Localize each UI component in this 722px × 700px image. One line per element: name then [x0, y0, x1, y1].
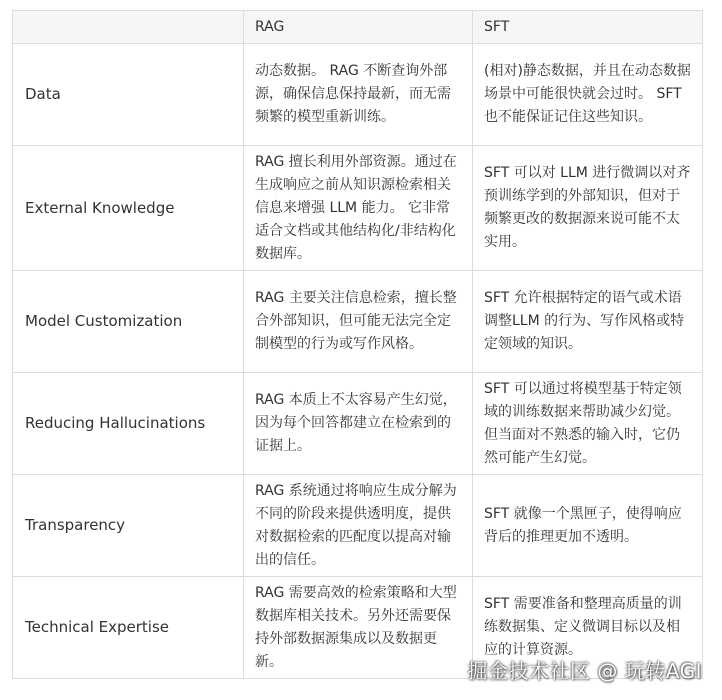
comparison-table-container [12, 10, 703, 679]
sft-cell: SFT 需要准备和整理高质量的训练数据集、定义微调目标以及相应的计算资源。 [473, 577, 703, 679]
sft-cell: SFT 可以通过将模型基于特定领域的训练数据来帮助减少幻觉。 但当面对不熟悉的输入时，它仍然可能产生幻觉。 [473, 373, 703, 475]
table-row-model-customization [13, 271, 703, 373]
row-feature-label: Reducing Hallucinations [13, 373, 244, 475]
header-rag: RAG [244, 11, 473, 44]
rag-cell: 动态数据。 RAG 不断查询外部源，确保信息保持最新，而无需频繁的模型重新训练。 [244, 44, 473, 146]
table-row-data [13, 44, 703, 146]
rag-vs-sft-table [12, 10, 703, 679]
row-feature-label: External Knowledge [13, 146, 244, 271]
sft-cell: SFT 允许根据特定的语气或术语调整LLM 的行为、写作风格或特定领域的知识。 [473, 271, 703, 373]
table-row-external-knowledge [13, 146, 703, 271]
row-feature-label: Technical Expertise [13, 577, 244, 679]
row-feature-label: Model Customization [13, 271, 244, 373]
row-feature-label: Transparency [13, 475, 244, 577]
rag-cell: RAG 主要关注信息检索，擅长整合外部知识，但可能无法完全定制模型的行为或写作风格。 [244, 271, 473, 373]
header-sft: SFT [473, 11, 703, 44]
rag-cell: RAG 系统通过将响应生成分解为不同的阶段来提供透明度，提供对数据检索的匹配度以提高对输出的信任。 [244, 475, 473, 577]
rag-cell: RAG 需要高效的检索策略和大型数据库相关技术。另外还需要保持外部数据源集成以及数据更新。 [244, 577, 473, 679]
sft-cell: SFT 可以对 LLM 进行微调以对齐预训练学到的外部知识，但对于频繁更改的数据源来说可能不太实用。 [473, 146, 703, 271]
table-row-transparency [13, 475, 703, 577]
rag-cell: RAG 擅长利用外部资源。通过在生成响应之前从知识源检索相关信息来增强 LLM 能力。 它非常适合文档或其他结构化/非结构化数据库。 [244, 146, 473, 271]
row-feature-label: Data [13, 44, 244, 146]
header-feature [13, 11, 244, 44]
rag-cell: RAG 本质上不太容易产生幻觉，因为每个回答都建立在检索到的证据上。 [244, 373, 473, 475]
table-row-reducing-hallucinations [13, 373, 703, 475]
watermark-text: 掘金技术社区 @ 玩转AGI [467, 659, 702, 683]
table-header-row [13, 11, 703, 44]
sft-cell: SFT 就像一个黑匣子，使得响应背后的推理更加不透明。 [473, 475, 703, 577]
sft-cell: (相对)静态数据，并且在动态数据场景中可能很快就会过时。 SFT 也不能保证记住这些知识。 [473, 44, 703, 146]
